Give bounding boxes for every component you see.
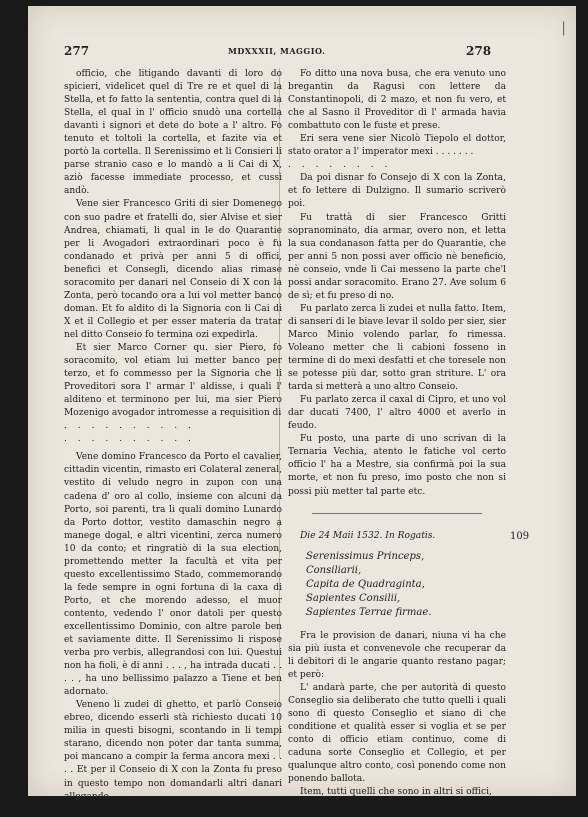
right-column xyxy=(288,68,530,799)
session-caption: Die 24 Maii 1532. In Rogatis. xyxy=(300,530,436,541)
paragraph: Fu parlato zerca li zudei et nulla fatto. Item, di sanseri di le biave levar il soldo per sier, sier Marco Minio volendo parlar, fo rimessa. Voleano metter che li cabioni fosseno in termine di do mexi desfatti et che toresele non se potesse più dar, sotto gran striture. L' ora tarda si metterà a uno altro Conseio. xyxy=(288,303,506,393)
page-number-right: 278 xyxy=(466,44,492,58)
addressee: Consiliarii, xyxy=(306,564,362,576)
margin-number: 109 xyxy=(510,530,530,542)
paragraph: Item, tutti quelli che sono in altri si offici, xyxy=(300,787,492,798)
addressee: Serenissimus Princeps, xyxy=(306,550,425,562)
paragraph: Da poi disnar fo Consejo di X con la Zonta, et fo lettere di Dulzigno. Il sumario scriverò poi. xyxy=(288,173,506,210)
ellipsis-line: . . . . . . . . . xyxy=(64,804,182,815)
paragraph: L' andarà parte, che per autorità di questo Conseglio sia deliberato che tutto quelli i quali sono di questo Conseglio et siano di che conditione et qualità esser si voglia et se per conto di officio etiam continuo, come di caduna sorte Conseglio et Collegio, et per qualunque altro conto, così ponendo come non ponendo ballota. xyxy=(288,682,506,785)
ellipsis-line: . . . . . . . . . . xyxy=(64,434,195,445)
addressee: Sapientes Consilii, xyxy=(306,592,401,604)
paragraph: Fu posto, una parte di uno scrivan di la Ternaria Vechia, atento le fatiche vol certo officio l' ha a Mestre, sia confirmà poi la sua morte, et non fu preso, imo posto che non si possi più metter tal parte etc. xyxy=(288,434,506,497)
section-rule xyxy=(312,507,482,514)
ellipsis-line: . . . . . . . . xyxy=(288,160,392,171)
paragraph: Fu trattà di sier Francesco Gritti sopranominato, dia armar, overo non, et letta la sua condanason fatta per do Quarantie, che per anni 5 non possi aver officio nè beneficio, nè conseio, vnde li Cai messeno la parte che'l possi andar soracomito. Erano 27. Ave solum 6 de sì; et fu preso di no. xyxy=(288,212,506,301)
paragraph: Eri sera vene sier Nicolò Tiepolo el dottor, stato orator a l' imperator mexi . . . . . . . xyxy=(288,134,506,158)
addressee: Capita de Quadraginta, xyxy=(306,578,425,590)
paragraph: Fu parlato zerca il caxal di Cipro, et uno vol dar ducati 7400, l' altro 4000 et averlo in feudo. xyxy=(288,395,506,432)
paragraph: Vene domino Francesco da Porto el cavalier, cittadin vicentin, rimasto eri Colateral zeneral, vestito di veludo negro in zupon con una cadena d' oro al collo, insieme con alcuni da Porto, soi parenti, tra li quali domino Lunardo da Porto dottor, vestito damaschin negro a manege dogal, e altri vicentini, zerca numero 10 da conto; et ringratiò di la sua election, promettendo metter la facultà et vita per questo excellentissimo Stado, commemorando la fede sempre in ogni fortuna di la caxa di Porto, et che morendo adesso, el muor contento, vedendo l' onor datoli per questo excellentissimo Dominio, con altre parole ben et saviamente ditte. Il Serenissimo li rispose verba pro verbis, allegrandosi con lui. Questui non ha fioli, è di anni . . . , ha intrada ducati . . . . , ha uno bellissimo palazzo a Tiene et ben adornato. xyxy=(64,452,282,698)
page-number-left: 277 xyxy=(64,44,90,58)
paragraph: Fra le provision de danari, niuna vi ha che sia più iusta et convenevole che recuperar da li debitori di le angarie quanto restano pagar; et però: xyxy=(288,630,506,680)
paragraph: Fo ditto una nova busa, che era venuto uno bregantin da Ragusi con lettere da Constantinopoli, di 2 mazo, et non fu vero, et che al Sasno il Proveditor di l' armada havia combattuto con le fuste et prese. xyxy=(288,69,506,132)
paragraph: Et sier Marco Corner qu. sier Piero, fo soracomito, vol etiam lui metter banco per terzo, et fo commesso per la Signoria che li Proveditori sora l' armar l' aldisse, i quali l' alditeno et terminono per lui, ma sier Piero Mozenigo avogador intromesse a requisition di xyxy=(64,342,282,419)
addressee: Sapientes Terrae firmae. xyxy=(306,606,432,618)
section-heading xyxy=(288,522,530,546)
paragraph: Veneno li zudei di ghetto, et parlò Conseio ebreo, dicendo esserli stà richiesto ducati 10 milia in questi bisogni, scontando in li tempi starano, dicendo non poter dar tanta summa, poi mancano a compir la ferma ancora mexi . . . . Et per il Conseio di X con la Zonta fu preso in questo tempo non domandarli altri danari allegando . . . . xyxy=(64,700,282,802)
left-column xyxy=(64,68,282,817)
ellipsis-line: . . . . . . . . . . xyxy=(64,421,195,432)
running-title: MDXXXII, MAGGIO. xyxy=(228,46,326,56)
paragraph: officio, che litigando davanti di loro do spicieri, videlicet quel di Tre re et quel di la Stella, et fo fatto la sententia, contra quel di la Stella, el qual in l' officio snudò una cortella davanti i signori et dete do bote a l' altro. Fo tenuto et toltoli la cortella, et fazite via et portò la cortella. Il Serenissimo et li Consieri li parse stranio caso e lo mandò a li Cai di X, aziò facesse immediate processo, et cussì andò. xyxy=(64,69,282,197)
running-header xyxy=(28,44,576,60)
page-edge-mark: | xyxy=(561,20,566,36)
addressee-list xyxy=(288,550,506,620)
book-page xyxy=(28,6,576,815)
paragraph: Vene sier Francesco Griti di sier Domenego con suo padre et fratelli do, sier Alvise et sier Andrea, chiamati, li qual in le do Quarantie per li Avogadori extraordinari poco è fu condanado et privà per anni 5 di offici, benefici et Consegli, dicendo alias rimase soracomito per danari nel Conseio di X con la Zonta, però tocando ora a lui vol metter banco doman. Et fo aldito di la Signoria con li Cai di X et il Collegio et per esser materia da tratar nel ditto Conseio fo termina ozi expedirla. xyxy=(64,199,282,340)
